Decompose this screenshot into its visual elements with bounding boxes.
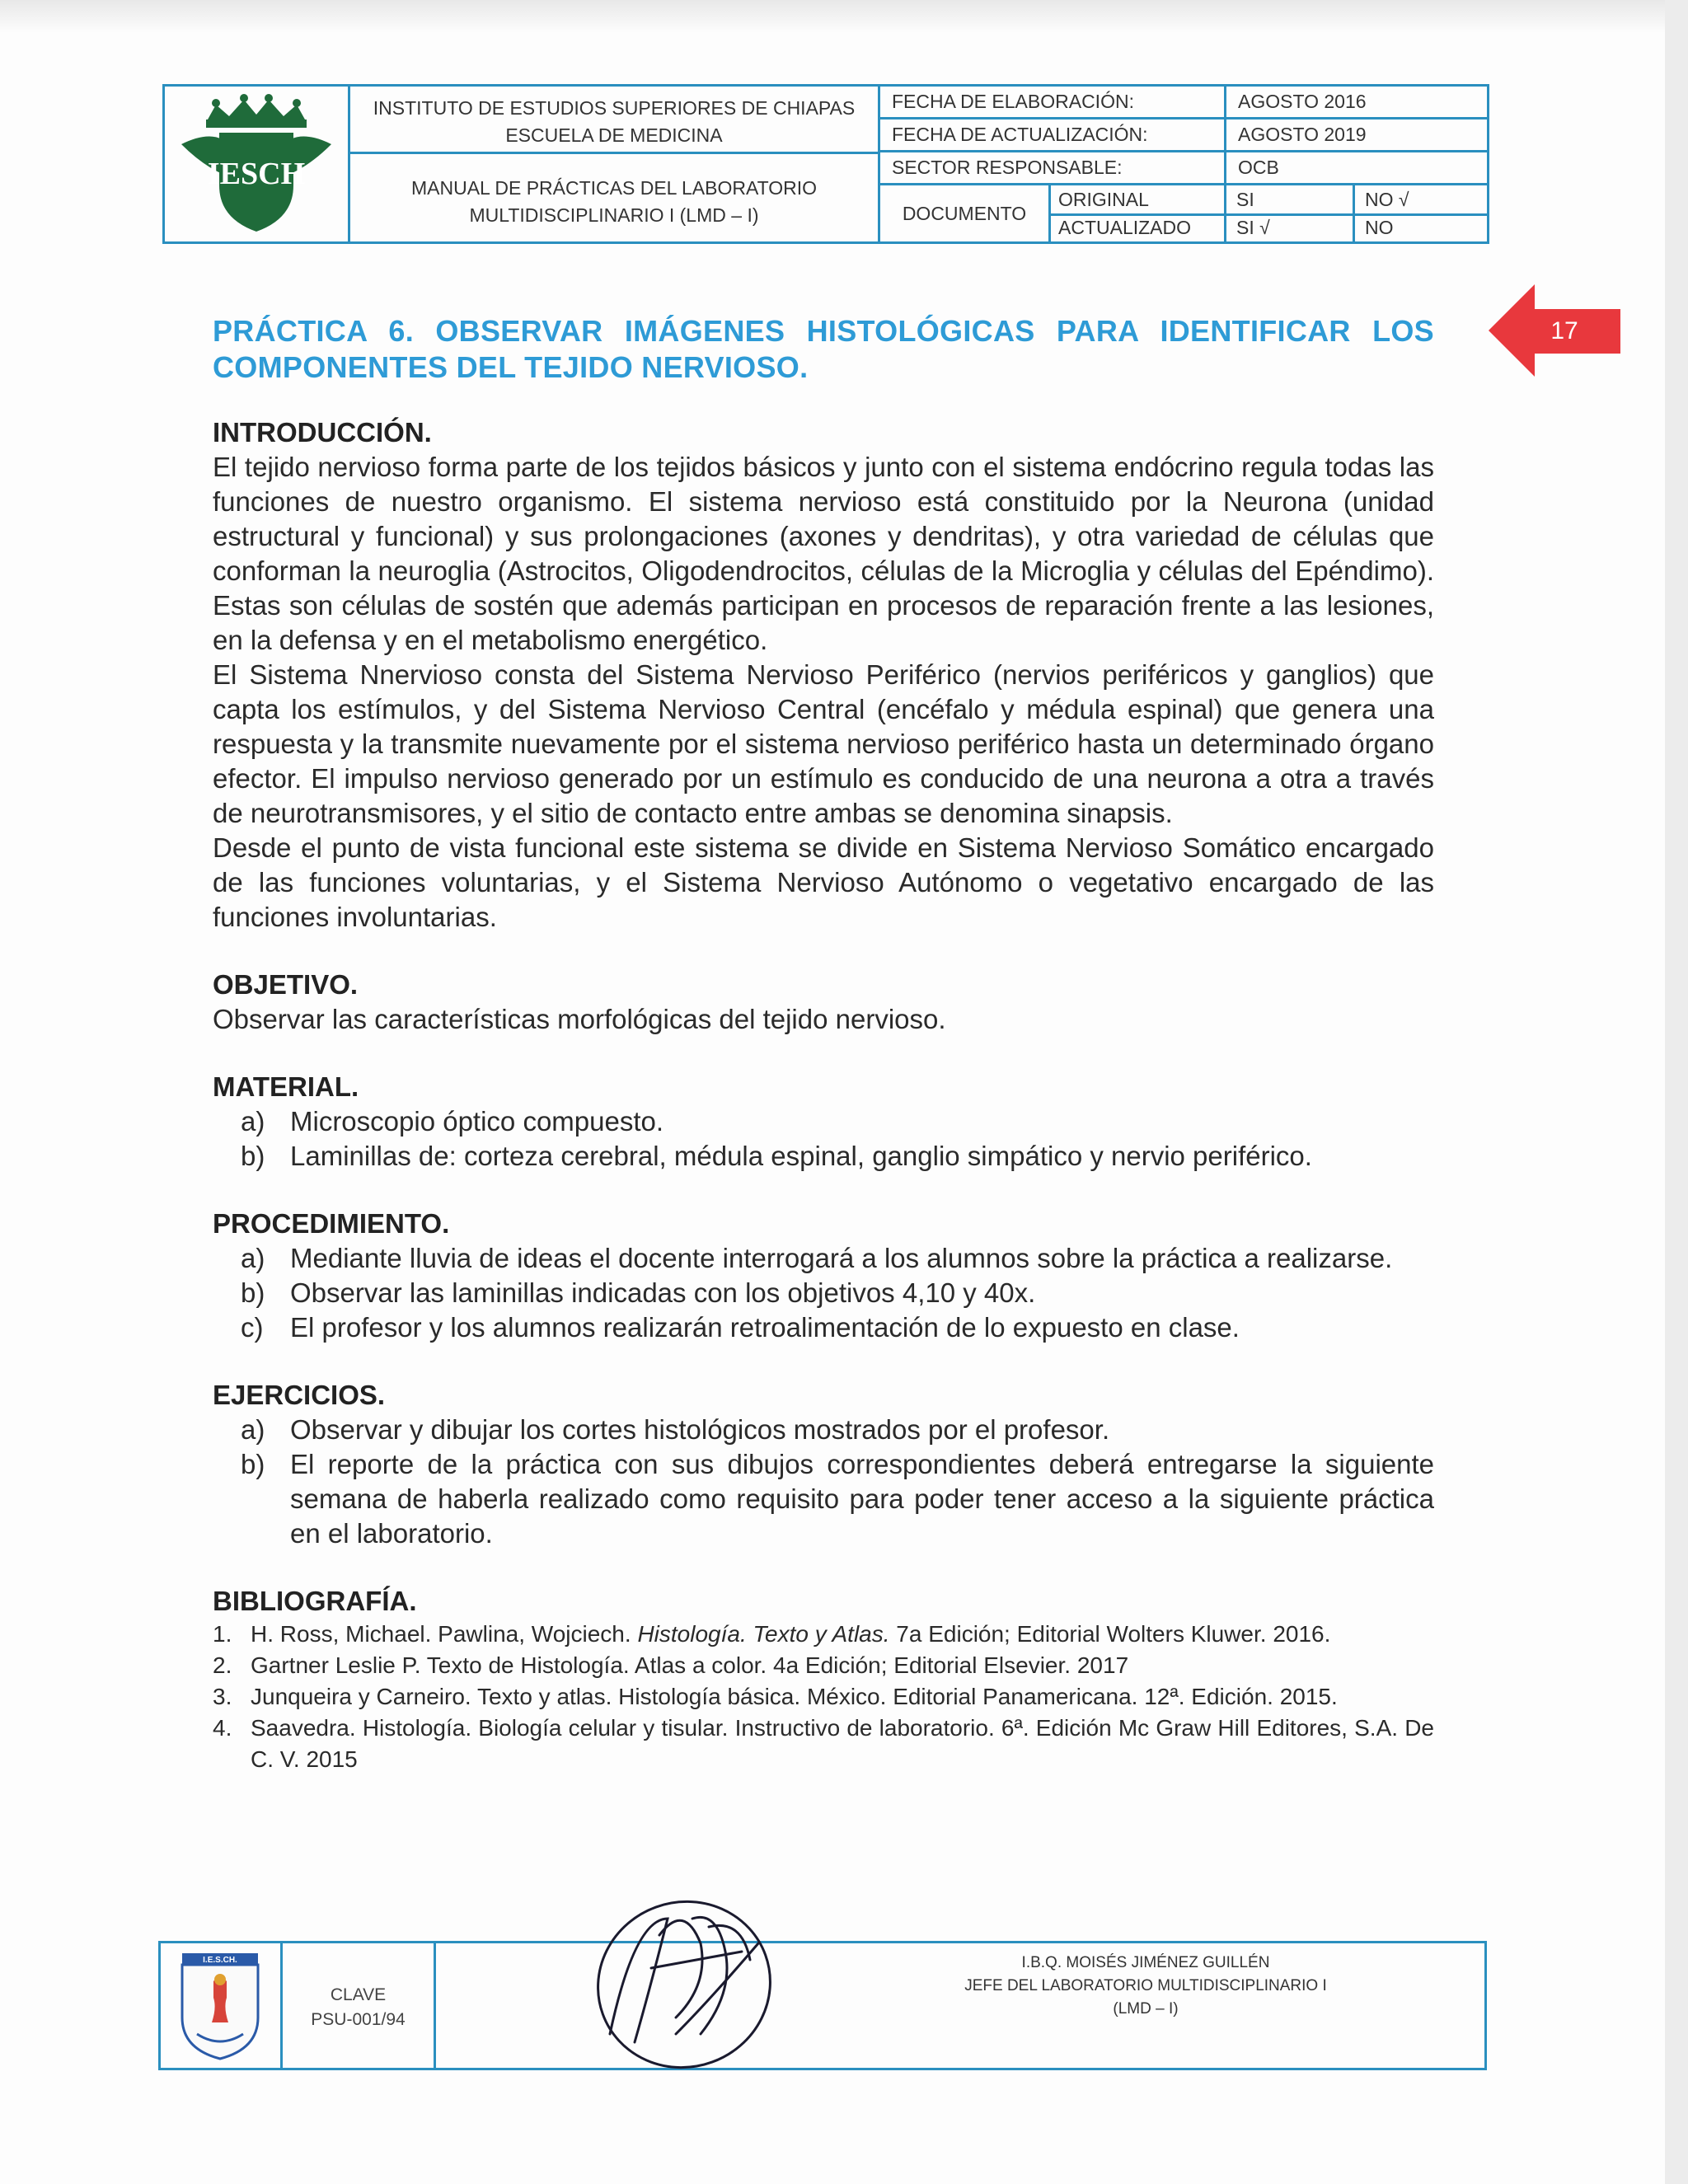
procedimiento-heading: PROCEDIMIENTO. — [213, 1208, 450, 1239]
school-name: ESCUELA DE MEDICINA — [505, 124, 723, 146]
crest-lettering: I.E.S.CH. — [203, 1956, 237, 1965]
handwritten-signature — [577, 1869, 791, 2088]
iesch-logo-icon — [165, 87, 348, 241]
original-label: ORIGINAL — [1048, 185, 1226, 213]
intro-heading: INTRODUCCIÓN. — [213, 417, 432, 448]
ejercicios-list — [213, 1413, 1434, 1551]
header-logo-cell — [165, 87, 350, 241]
iesch-crest-icon — [161, 1943, 280, 2068]
material-list — [213, 1104, 1434, 1174]
responsable-sub: (LMD – I) — [1113, 2000, 1179, 2018]
manual-block — [350, 157, 878, 241]
actualizado-si: SI √ — [1226, 213, 1355, 241]
meta-row-actualizacion — [880, 120, 1487, 152]
clave-cell — [283, 1943, 436, 2068]
header-institution-cell — [350, 87, 880, 241]
list-item: a) Mediante lluvia de ideas el docente interrogará a los alumnos sobre la práctica a realizarse. — [241, 1243, 1393, 1273]
intro-paragraph-1: El tejido nervioso forma parte de los tejidos básicos y junto con el sistema endócrino regula todas las funciones de nuestro organismo. El sistema nervioso está constituido por la Neurona (unidad estructural y funcional) y sus prolongaciones (axones y dendritas), y otra variedad de células que conforman la neuroglia (Astrocitos, Oligodendrocitos, células de la Microglia y células del Epéndimo). Estas son células de sostén que además participan en procesos de reparación frente a las lesiones, en la defensa y en el metabolismo energético. — [213, 452, 1434, 655]
page-tab-arrow-icon — [1489, 284, 1620, 377]
meta-row-original — [1048, 185, 1487, 216]
original-si: SI — [1226, 185, 1355, 213]
meta-row-elaboracion — [880, 87, 1487, 120]
institution-block — [350, 87, 878, 154]
fecha-elaboracion-label: FECHA DE ELABORACIÓN: — [880, 87, 1226, 117]
institution-name: INSTITUTO DE ESTUDIOS SUPERIORES DE CHIAPAS — [373, 97, 856, 119]
signature-icon — [577, 1869, 791, 2083]
list-item: b) Observar las laminillas indicadas con los objetivos 4,10 y 40x. — [241, 1277, 1036, 1308]
material-heading: MATERIAL. — [213, 1071, 359, 1102]
documento-label: DOCUMENTO — [880, 185, 1051, 241]
clave-label: CLAVE — [330, 1985, 387, 2004]
list-item: b) Laminillas de: corteza cerebral, médula espinal, ganglio simpático y nervio periférico. — [241, 1141, 1312, 1171]
objetivo-heading: OBJETIVO. — [213, 969, 359, 1000]
logo-lettering: IESCH — [207, 157, 306, 191]
document-footer — [158, 1941, 1487, 2070]
responsable-name: I.B.Q. MOISÉS JIMÉNEZ GUILLÉN — [1021, 1954, 1270, 1971]
page-number-tab — [1489, 284, 1620, 381]
bibliografia-list — [213, 1619, 1434, 1775]
list-item: a) Microscopio óptico compuesto. — [241, 1106, 664, 1137]
sector-label: SECTOR RESPONSABLE: — [880, 152, 1226, 183]
list-item: 2. Gartner Leslie P. Texto de Histología. Atlas a color. 4a Edición; Editorial Elsevier. 2017 — [213, 1652, 1129, 1678]
intro-paragraph-2: El Sistema Nnervioso consta del Sistema Nervioso Periférico (nervios periféricos y ganglios) que capta los estímulos, y del Sistema Nervioso Central (encéfalo y médula espinal) que genera una respuesta y la transmite nuevamente por el sistema nervioso periférico hasta un determinado órgano efector. El impulso nervioso generado por un estímulo es conducido de una neurona a otra a través de neurotransmisores, y el sitio de contacto entre ambas se denomina sinapsis. — [213, 659, 1434, 828]
meta-row-actualizado — [1048, 213, 1487, 241]
fecha-actualizacion-label: FECHA DE ACTUALIZACIÓN: — [880, 120, 1226, 150]
scan-edge-shade — [1665, 0, 1688, 2184]
objetivo-text: Observar las características morfológicas del tejido nervioso. — [213, 1004, 946, 1034]
responsable-title: JEFE DEL LABORATORIO MULTIDISCIPLINARIO I — [964, 1977, 1327, 1994]
footer-logo-cell — [161, 1943, 283, 2068]
bibliografia-heading: BIBLIOGRAFÍA. — [213, 1586, 417, 1616]
original-no: NO √ — [1365, 189, 1409, 210]
practice-title: PRÁCTICA 6. OBSERVAR IMÁGENES HISTOLÓGICAS PARA IDENTIFICAR LOS COMPONENTES DEL TEJIDO NERVIOSO. — [213, 314, 1434, 384]
manual-title-line2: MULTIDISCIPLINARIO I (LMD – I) — [469, 204, 759, 226]
sector-value: OCB — [1238, 157, 1279, 178]
list-item: 3. Junqueira y Carneiro. Texto y atlas. Histología básica. México. Editorial Panamericana. 12ª. Edición. 2015. — [213, 1684, 1338, 1709]
list-item: a) Observar y dibujar los cortes histológicos mostrados por el profesor. — [241, 1414, 1110, 1445]
manual-title-line1: MANUAL DE PRÁCTICAS DEL LABORATORIO — [410, 177, 818, 199]
page-number: 17 — [1550, 317, 1578, 344]
fecha-elaboracion-value: AGOSTO 2016 — [1238, 91, 1367, 112]
scan-top-shade — [0, 0, 1688, 33]
responsable-block — [927, 1952, 1364, 2021]
list-item: 1. H. Ross, Michael. Pawlina, Wojciech. Histología. Texto y Atlas. 7a Edición; Editorial Wolters Kluwer. 2016. — [213, 1621, 1331, 1647]
clave-value: PSU-001/94 — [311, 2010, 406, 2029]
list-item: c) El profesor y los alumnos realizarán retroalimentación de lo expuesto en clase. — [241, 1312, 1240, 1343]
meta-row-sector — [880, 152, 1487, 185]
actualizado-label: ACTUALIZADO — [1048, 213, 1226, 241]
list-item: b) El reporte de la práctica con sus dibujos correspondientes deberá entregarse la siguiente semana de haberla realizado como requisito para poder tener acceso a la siguiente práctica en el laboratorio. — [241, 1449, 1434, 1549]
ejercicios-heading: EJERCICIOS. — [213, 1380, 386, 1410]
document-header — [162, 84, 1489, 244]
header-meta-table — [880, 87, 1487, 241]
page-content — [213, 313, 1434, 1775]
actualizado-no: NO — [1365, 217, 1394, 238]
fecha-actualizacion-value: AGOSTO 2019 — [1238, 124, 1367, 145]
intro-paragraph-3: Desde el punto de vista funcional este sistema se divide en Sistema Nervioso Somático encargado de las funciones voluntarias, y el Sistema Nervioso Autónomo o vegetativo encargado de las funciones involuntarias. — [213, 832, 1434, 932]
procedimiento-list — [213, 1241, 1434, 1345]
list-item: 4. Saavedra. Histología. Biología celular y tisular. Instructivo de laboratorio. 6ª. Edición Mc Graw Hill Editores, S.A. De C. V. 2015 — [213, 1715, 1434, 1772]
